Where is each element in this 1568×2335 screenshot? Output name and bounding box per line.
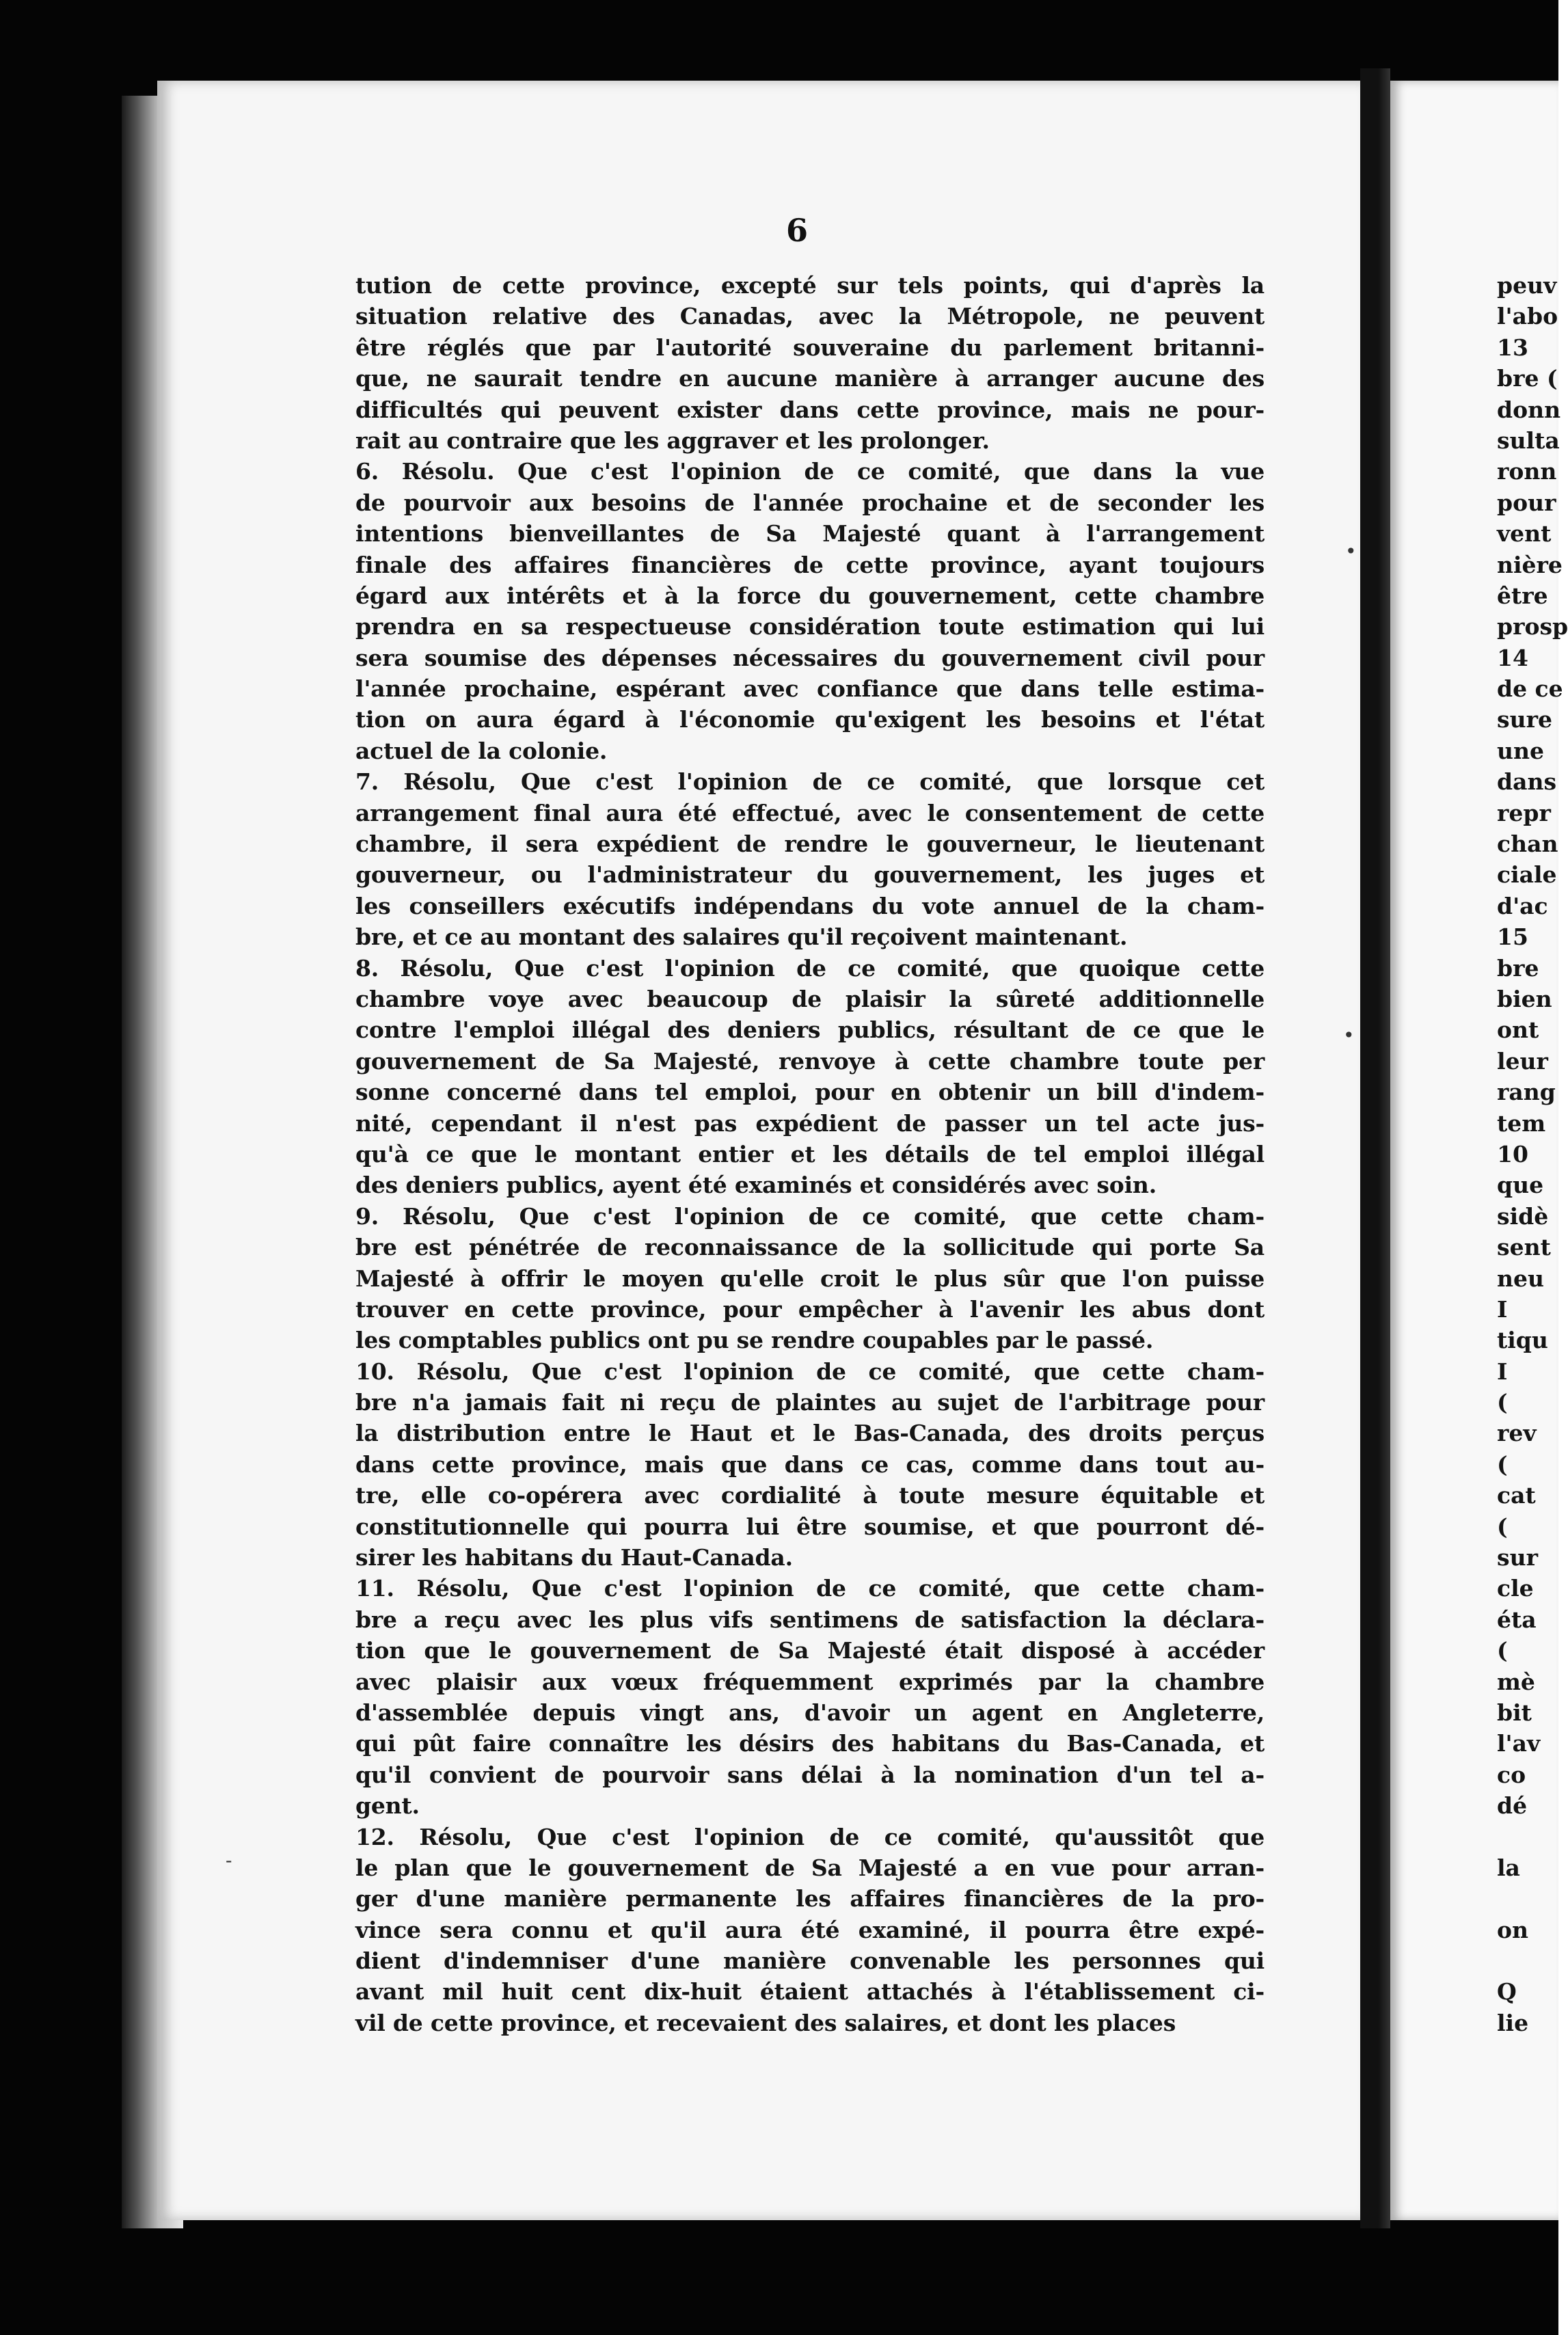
text-line: rait au contraire que les aggraver et les prolonger. bbox=[355, 427, 990, 454]
text-line: bre est pénétrée de reconnaissance de la sollicitude qui porte Sa bbox=[355, 1234, 1265, 1261]
facing-text-line: donn bbox=[1497, 396, 1561, 423]
text-line: la distribution entre le Haut et le Bas-Canada, des droits perçus bbox=[355, 1420, 1265, 1447]
text-line: chambre, il sera expédient de rendre le gouverneur, le lieutenant bbox=[355, 831, 1265, 858]
text-line: prendra en sa respectueuse considération toute estimation qui lui bbox=[355, 613, 1265, 640]
facing-text-line: I bbox=[1497, 1358, 1508, 1385]
facing-text-line: 14 bbox=[1497, 644, 1528, 671]
facing-text-line: on bbox=[1497, 1916, 1529, 1943]
text-line: gent. bbox=[355, 1792, 420, 1820]
text-line: trouver en cette province, pour empêcher à l'avenir les abus dont bbox=[355, 1295, 1265, 1323]
facing-text-line: chan bbox=[1497, 831, 1558, 858]
facing-text-line: ronn bbox=[1497, 458, 1557, 485]
text-line: bre n'a jamais fait ni reçu de plaintes au sujet de l'arbitrage pour bbox=[355, 1389, 1265, 1416]
facing-text-line bbox=[1497, 1822, 1558, 1852]
facing-text-line: être bbox=[1497, 582, 1548, 609]
text-line: les comptables publics ont pu se rendre coupables par le passé. bbox=[355, 1327, 1154, 1354]
text-line: nité, cependant il n'est pas expédient de passer un tel acte jus- bbox=[355, 1109, 1265, 1137]
text-line: constitutionnelle qui pourra lui être soumise, et que pourront dé- bbox=[355, 1513, 1265, 1540]
facing-text-line: vent bbox=[1497, 520, 1552, 548]
facing-text-line: I bbox=[1497, 1295, 1508, 1323]
book-gutter bbox=[1360, 68, 1390, 2228]
facing-text-line: tiqu bbox=[1497, 1327, 1548, 1354]
facing-text-line: ciale bbox=[1497, 861, 1557, 889]
facing-text-line: tem bbox=[1497, 1109, 1546, 1137]
text-line: tion que le gouvernement de Sa Majesté était disposé à accéder bbox=[355, 1637, 1265, 1664]
text-line: vil de cette province, et recevaient des salaires, et dont les places bbox=[355, 2009, 1176, 2036]
facing-text-line bbox=[1497, 1883, 1558, 1914]
text-line: bre a reçu avec les plus vifs sentimens de satisfaction la déclara- bbox=[355, 1606, 1265, 1633]
text-line: chambre voye avec beaucoup de plaisir la sûreté additionnelle bbox=[355, 985, 1265, 1012]
facing-text-line: cle bbox=[1497, 1575, 1534, 1602]
facing-text-line: co bbox=[1497, 1761, 1526, 1788]
facing-text-line: l'abo bbox=[1497, 303, 1558, 330]
facing-text-line: sur bbox=[1497, 1544, 1538, 1571]
text-line: le plan que le gouvernement de Sa Majesté a en vue pour arran- bbox=[355, 1854, 1265, 1881]
facing-text-line: ont bbox=[1497, 1016, 1539, 1044]
facing-text-line: cat bbox=[1497, 1482, 1536, 1509]
facing-text-line: leur bbox=[1497, 1047, 1548, 1075]
text-line: qui pût faire connaître les désirs des habitans du Bas-Canada, et bbox=[355, 1730, 1265, 1757]
facing-text-line: 13 bbox=[1497, 334, 1528, 361]
facing-text-line: sidè bbox=[1497, 1202, 1549, 1230]
facing-text-line: rang bbox=[1497, 1079, 1556, 1106]
page-number: 6 bbox=[786, 212, 809, 249]
facing-text-line: sulta bbox=[1497, 427, 1560, 454]
text-line: tion on aura égard à l'économie qu'exigent les besoins et l'état bbox=[355, 706, 1265, 733]
margin-mark: • bbox=[1343, 1024, 1355, 1047]
facing-text-line: rev bbox=[1497, 1420, 1537, 1447]
text-line: vince sera connu et qu'il aura été examiné, il pourra être expé- bbox=[355, 1916, 1265, 1943]
facing-text-line: dans bbox=[1497, 768, 1557, 796]
facing-text-line: bre ( bbox=[1497, 365, 1558, 392]
text-line: des deniers publics, ayent été examinés et considérés avec soin. bbox=[355, 1172, 1157, 1199]
margin-mark: • bbox=[1345, 540, 1357, 563]
text-line: 9. Résolu, Que c'est l'opinion de ce comité, que cette cham- bbox=[355, 1202, 1265, 1230]
facing-text-line: dé bbox=[1497, 1792, 1528, 1820]
text-line: 6. Résolu. Que c'est l'opinion de ce comité, que dans la vue bbox=[355, 458, 1265, 485]
text-line: finale des affaires financières de cette province, ayant toujours bbox=[355, 551, 1265, 578]
facing-text-line: prosp bbox=[1497, 613, 1568, 640]
text-line: d'assemblée depuis vingt ans, d'avoir un agent en Angleterre, bbox=[355, 1699, 1265, 1726]
text-line: qu'à ce que le montant entier et les détails de tel emploi illégal bbox=[355, 1140, 1265, 1168]
text-line: 11. Résolu, Que c'est l'opinion de ce comité, que cette cham- bbox=[355, 1575, 1265, 1602]
text-line: qu'il convient de pourvoir sans délai à la nomination d'un tel a- bbox=[355, 1761, 1265, 1788]
facing-text-line: pour bbox=[1497, 489, 1556, 516]
text-line: 8. Résolu, Que c'est l'opinion de ce comité, que quoique cette bbox=[355, 954, 1265, 982]
text-line: dient d'indemniser d'une manière convenable les personnes qui bbox=[355, 1947, 1265, 1975]
facing-text-line: ( bbox=[1497, 1389, 1508, 1416]
text-line: de pourvoir aux besoins de l'année prochaine et de seconder les bbox=[355, 489, 1265, 516]
facing-text-line: nière bbox=[1497, 551, 1563, 578]
text-line: dans cette province, mais que dans ce cas, comme dans tout au- bbox=[355, 1450, 1265, 1478]
text-line: bre, et ce au montant des salaires qu'il reçoivent maintenant. bbox=[355, 923, 1128, 951]
page-body-text bbox=[355, 270, 1265, 2038]
facing-text-line: repr bbox=[1497, 799, 1551, 826]
text-line: l'année prochaine, espérant avec confiance que dans telle estima- bbox=[355, 675, 1265, 703]
text-line: intentions bienveillantes de Sa Majesté quant à l'arrangement bbox=[355, 520, 1265, 548]
facing-text-line: 15 bbox=[1497, 923, 1528, 951]
margin-mark: - bbox=[226, 1849, 232, 1872]
facing-text-line: mè bbox=[1497, 1668, 1535, 1695]
text-line: difficultés qui peuvent exister dans cette province, mais ne pour- bbox=[355, 396, 1265, 423]
facing-text-line: ( bbox=[1497, 1513, 1508, 1540]
facing-text-line: sent bbox=[1497, 1234, 1551, 1261]
text-line: avec plaisir aux vœux fréquemment exprimés par la chambre bbox=[355, 1668, 1265, 1695]
facing-text-line: ( bbox=[1497, 1637, 1508, 1664]
text-line: sirer les habitans du Haut-Canada. bbox=[355, 1544, 793, 1571]
facing-page-text-fragment bbox=[1497, 270, 1568, 2038]
facing-text-line: bre bbox=[1497, 954, 1539, 982]
text-line: les conseillers exécutifs indépendans du vote annuel de la cham- bbox=[355, 892, 1265, 919]
text-line: Majesté à offrir le moyen qu'elle croit le plus sûr que l'on puisse bbox=[355, 1265, 1265, 1292]
facing-text-line: l'av bbox=[1497, 1730, 1541, 1757]
facing-text-line: bien bbox=[1497, 985, 1552, 1012]
facing-text-line: peuv bbox=[1497, 272, 1557, 299]
facing-text-line: lie bbox=[1497, 2009, 1529, 2036]
text-line: ger d'une manière permanente les affaires financières de la pro- bbox=[355, 1885, 1265, 1913]
text-line: tre, elle co-opérera avec cordialité à toute mesure équitable et bbox=[355, 1482, 1265, 1509]
text-line: situation relative des Canadas, avec la Métropole, ne peuvent bbox=[355, 303, 1265, 330]
facing-text-line: ( bbox=[1497, 1450, 1508, 1478]
text-line: sonne concerné dans tel emploi, pour en obtenir un bill d'indem- bbox=[355, 1079, 1265, 1106]
facing-text-line: Q bbox=[1497, 1978, 1517, 2006]
facing-text-line: d'ac bbox=[1497, 892, 1548, 919]
facing-text-line: de ce bbox=[1497, 675, 1563, 703]
facing-text-line: éta bbox=[1497, 1606, 1537, 1633]
text-line: être réglés que par l'autorité souveraine du parlement britanni- bbox=[355, 334, 1265, 361]
facing-text-line: 10 bbox=[1497, 1140, 1528, 1168]
text-line: sera soumise des dépenses nécessaires du gouvernement civil pour bbox=[355, 644, 1265, 671]
text-line: actuel de la colonie. bbox=[355, 737, 608, 764]
text-line: gouverneur, ou l'administrateur du gouvernement, les juges et bbox=[355, 861, 1265, 889]
text-line: arrangement final aura été effectué, avec le consentement de cette bbox=[355, 799, 1265, 826]
facing-text-line: la bbox=[1497, 1854, 1520, 1881]
facing-text-line: sure bbox=[1497, 706, 1552, 733]
text-line: 12. Résolu, Que c'est l'opinion de ce comité, qu'aussitôt que bbox=[355, 1823, 1265, 1850]
text-line: égard aux intérêts et à la force du gouvernement, cette chambre bbox=[355, 582, 1265, 609]
facing-text-line: une bbox=[1497, 737, 1544, 764]
text-line: 10. Résolu, Que c'est l'opinion de ce comité, que cette cham- bbox=[355, 1358, 1265, 1385]
text-line: 7. Résolu, Que c'est l'opinion de ce comité, que lorsque cet bbox=[355, 768, 1265, 796]
facing-text-line: que bbox=[1497, 1172, 1544, 1199]
text-line: tution de cette province, excepté sur tels points, qui d'après la bbox=[355, 272, 1265, 299]
text-line: que, ne saurait tendre en aucune manière à arranger aucune des bbox=[355, 365, 1265, 392]
facing-text-line: bit bbox=[1497, 1699, 1532, 1726]
facing-text-line: neu bbox=[1497, 1265, 1544, 1292]
text-line: avant mil huit cent dix-huit étaient attachés à l'établissement ci- bbox=[355, 1978, 1265, 2006]
text-line: contre l'emploi illégal des deniers publics, résultant de ce que le bbox=[355, 1016, 1265, 1044]
text-line: gouvernement de Sa Majesté, renvoye à cette chambre toute per bbox=[355, 1047, 1265, 1075]
facing-text-line bbox=[1497, 1945, 1558, 1976]
